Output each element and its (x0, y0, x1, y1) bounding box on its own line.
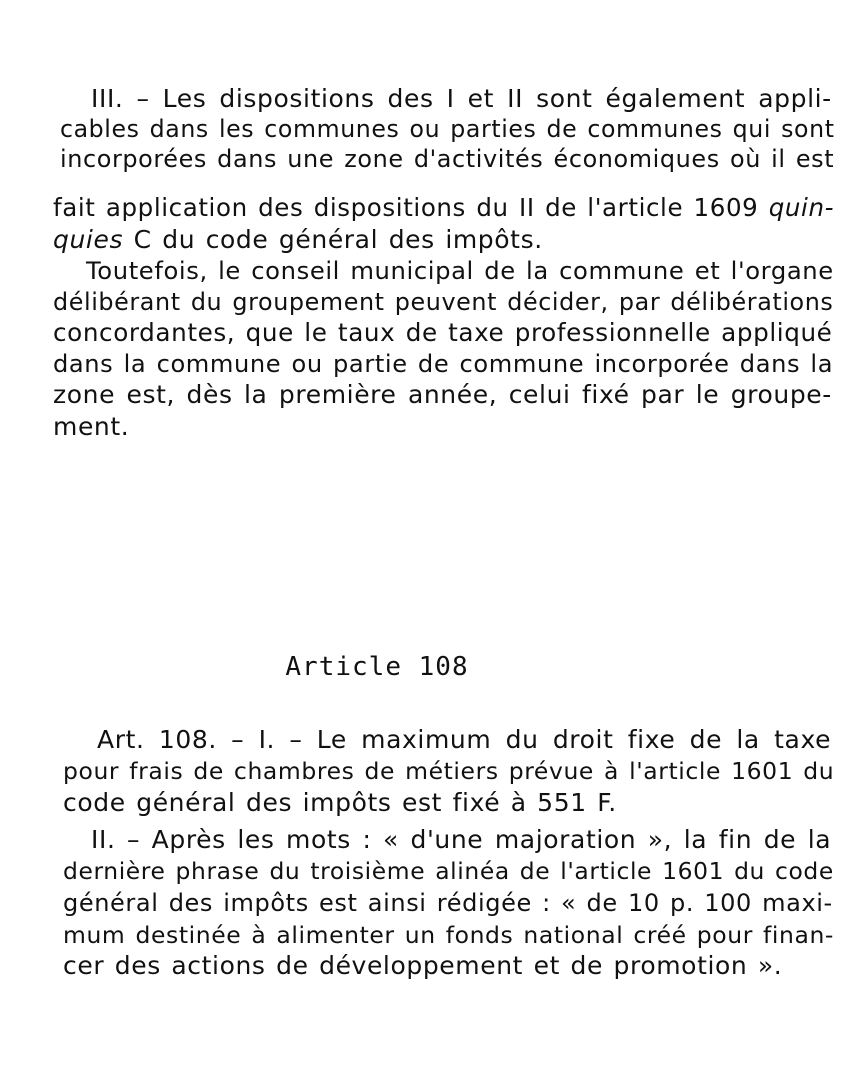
article-heading: Article 108 (285, 652, 469, 682)
text-line: code général des impôts est fixé à 551 F. (63, 788, 617, 817)
text-line: III. – Les dispositions des I et II sont également appli- (91, 84, 832, 113)
text-line (53, 225, 543, 255)
text-line: zone est, dès la première année, celui fixé par le groupe- (53, 380, 832, 409)
italic-text: quies (53, 225, 124, 254)
text-line: incorporées dans une zone d'activités économiques où il est (60, 145, 835, 173)
text-line: délibérant du groupement peuvent décider, par délibérations (53, 288, 834, 316)
text-line: dans la commune ou partie de commune incorporée dans la (53, 350, 834, 378)
text-line: pour frais de chambres de métiers prévue à l'article 1601 du (63, 757, 835, 785)
italic-text: quin- (768, 193, 835, 222)
text-fragment: fait application des dispositions du II de l'article 1609 (53, 193, 759, 222)
text-line (53, 193, 833, 223)
text-line: ment. (53, 412, 130, 441)
text-line: Art. 108. – I. – Le maximum du droit fixe de la taxe (97, 725, 832, 754)
text-fragment: C du code général des impôts. (133, 225, 543, 254)
text-line: général des impôts est ainsi rédigée : « de 10 p. 100 maxi- (63, 889, 833, 917)
text-line: cer des actions de développement et de promotion ». (63, 951, 783, 980)
text-line: concordantes, que le taux de taxe professionnelle appliqué (53, 318, 833, 347)
text-line: mum destinée à alimenter un fonds national créé pour finan- (63, 921, 834, 949)
text-line: II. – Après les mots : « d'une majoration », la fin de la (91, 825, 832, 854)
text-line: cables dans les communes ou parties de communes qui sont (60, 115, 835, 143)
text-line: dernière phrase du troisième alinéa de l'article 1601 du code (63, 857, 834, 885)
text-line: Toutefois, le conseil municipal de la commune et l'organe (86, 256, 834, 285)
